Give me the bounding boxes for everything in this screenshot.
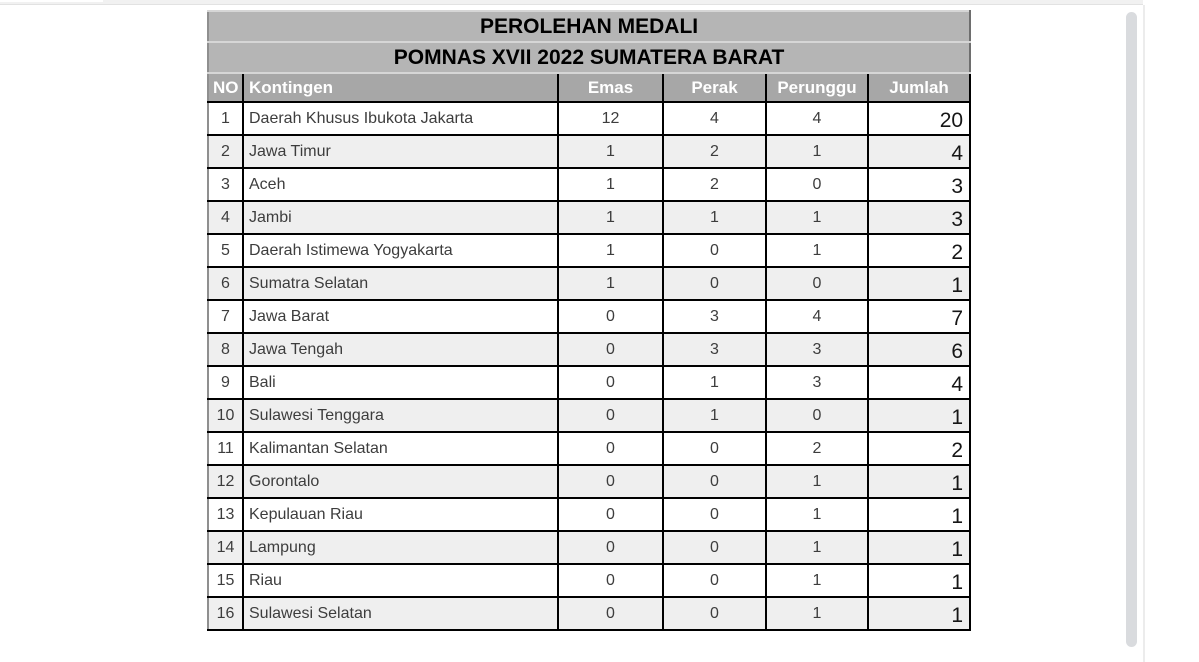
cell-perunggu: 4 <box>766 102 868 135</box>
cell-emas: 0 <box>558 597 663 630</box>
cell-kontingen: Jawa Barat <box>243 300 558 333</box>
viewport-edge-divider <box>1143 5 1145 662</box>
cell-perunggu: 0 <box>766 168 868 201</box>
cell-perunggu: 1 <box>766 201 868 234</box>
cell-kontingen: Daerah Istimewa Yogyakarta <box>243 234 558 267</box>
cell-emas: 1 <box>558 168 663 201</box>
table-row <box>208 201 970 234</box>
cell-kontingen: Aceh <box>243 168 558 201</box>
cell-perunggu: 1 <box>766 234 868 267</box>
cell-jumlah: 3 <box>868 201 970 234</box>
cell-kontingen: Sulawesi Selatan <box>243 597 558 630</box>
cell-perak: 0 <box>663 234 766 267</box>
cell-emas: 0 <box>558 432 663 465</box>
medal-page <box>207 10 971 631</box>
column-header-jumlah: Jumlah <box>868 73 970 102</box>
cell-no: 6 <box>208 267 243 300</box>
cell-emas: 1 <box>558 201 663 234</box>
cell-emas: 0 <box>558 531 663 564</box>
medal-table-body <box>208 102 970 630</box>
table-row <box>208 234 970 267</box>
cell-perunggu: 1 <box>766 465 868 498</box>
cell-emas: 0 <box>558 399 663 432</box>
cell-no: 10 <box>208 399 243 432</box>
table-row <box>208 168 970 201</box>
table-row <box>208 498 970 531</box>
cell-perak: 1 <box>663 399 766 432</box>
table-title-line1: PEROLEHAN MEDALI <box>208 11 970 42</box>
table-row <box>208 531 970 564</box>
table-row <box>208 597 970 630</box>
column-header-perunggu: Perunggu <box>766 73 868 102</box>
cell-kontingen: Jambi <box>243 201 558 234</box>
cell-emas: 0 <box>558 333 663 366</box>
cell-perak: 1 <box>663 201 766 234</box>
cell-perunggu: 3 <box>766 366 868 399</box>
cell-jumlah: 1 <box>868 564 970 597</box>
cell-perak: 0 <box>663 498 766 531</box>
cell-jumlah: 4 <box>868 135 970 168</box>
cell-no: 7 <box>208 300 243 333</box>
cell-perunggu: 4 <box>766 300 868 333</box>
cell-no: 8 <box>208 333 243 366</box>
cell-no: 12 <box>208 465 243 498</box>
cell-perak: 2 <box>663 135 766 168</box>
cell-jumlah: 1 <box>868 597 970 630</box>
table-row <box>208 333 970 366</box>
cell-kontingen: Sumatra Selatan <box>243 267 558 300</box>
cell-no: 13 <box>208 498 243 531</box>
cell-no: 16 <box>208 597 243 630</box>
cell-kontingen: Gorontalo <box>243 465 558 498</box>
cell-perak: 1 <box>663 366 766 399</box>
cell-jumlah: 6 <box>868 333 970 366</box>
table-row <box>208 135 970 168</box>
table-title-row-2 <box>208 42 970 73</box>
cell-no: 14 <box>208 531 243 564</box>
cell-perunggu: 1 <box>766 135 868 168</box>
cell-perunggu: 3 <box>766 333 868 366</box>
cell-emas: 1 <box>558 234 663 267</box>
cell-jumlah: 2 <box>868 432 970 465</box>
cell-emas: 0 <box>558 498 663 531</box>
cell-jumlah: 1 <box>868 267 970 300</box>
cell-no: 4 <box>208 201 243 234</box>
cell-no: 5 <box>208 234 243 267</box>
cell-kontingen: Lampung <box>243 531 558 564</box>
cell-perak: 4 <box>663 102 766 135</box>
table-row <box>208 300 970 333</box>
cell-perak: 3 <box>663 333 766 366</box>
table-title-row-1 <box>208 11 970 42</box>
cell-no: 1 <box>208 102 243 135</box>
cell-perunggu: 0 <box>766 399 868 432</box>
table-row <box>208 366 970 399</box>
cell-jumlah: 7 <box>868 300 970 333</box>
cell-jumlah: 4 <box>868 366 970 399</box>
column-header-kontingen: Kontingen <box>243 73 558 102</box>
column-header-no: NO <box>208 73 243 102</box>
cell-kontingen: Sulawesi Tenggara <box>243 399 558 432</box>
cell-perak: 0 <box>663 465 766 498</box>
cell-perak: 0 <box>663 432 766 465</box>
column-header-perak: Perak <box>663 73 766 102</box>
cell-no: 3 <box>208 168 243 201</box>
cell-perak: 2 <box>663 168 766 201</box>
column-header-row <box>208 73 970 102</box>
cell-perak: 3 <box>663 300 766 333</box>
browser-chrome-strip <box>0 2 1143 5</box>
cell-kontingen: Daerah Khusus Ibukota Jakarta <box>243 102 558 135</box>
cell-perak: 0 <box>663 267 766 300</box>
cell-jumlah: 1 <box>868 465 970 498</box>
cell-perunggu: 1 <box>766 531 868 564</box>
cell-jumlah: 20 <box>868 102 970 135</box>
cell-emas: 1 <box>558 267 663 300</box>
cell-jumlah: 3 <box>868 168 970 201</box>
table-row <box>208 399 970 432</box>
cell-perunggu: 2 <box>766 432 868 465</box>
cell-kontingen: Kalimantan Selatan <box>243 432 558 465</box>
cell-no: 2 <box>208 135 243 168</box>
cell-kontingen: Jawa Timur <box>243 135 558 168</box>
cell-kontingen: Bali <box>243 366 558 399</box>
cell-emas: 0 <box>558 564 663 597</box>
cell-no: 9 <box>208 366 243 399</box>
medal-table <box>207 10 971 631</box>
table-row <box>208 465 970 498</box>
cell-emas: 0 <box>558 366 663 399</box>
cell-perunggu: 0 <box>766 267 868 300</box>
cell-jumlah: 1 <box>868 498 970 531</box>
cell-kontingen: Kepulauan Riau <box>243 498 558 531</box>
table-row <box>208 102 970 135</box>
cell-emas: 12 <box>558 102 663 135</box>
cell-jumlah: 2 <box>868 234 970 267</box>
cell-emas: 0 <box>558 300 663 333</box>
cell-kontingen: Riau <box>243 564 558 597</box>
table-title-line2: POMNAS XVII 2022 SUMATERA BARAT <box>208 42 970 73</box>
cell-emas: 0 <box>558 465 663 498</box>
table-row <box>208 267 970 300</box>
cell-perunggu: 1 <box>766 597 868 630</box>
cell-no: 11 <box>208 432 243 465</box>
column-header-emas: Emas <box>558 73 663 102</box>
cell-jumlah: 1 <box>868 399 970 432</box>
cell-jumlah: 1 <box>868 531 970 564</box>
scrollbar-thumb[interactable] <box>1126 12 1137 647</box>
table-row <box>208 564 970 597</box>
cell-perunggu: 1 <box>766 564 868 597</box>
cell-no: 15 <box>208 564 243 597</box>
cell-emas: 1 <box>558 135 663 168</box>
cell-perak: 0 <box>663 564 766 597</box>
table-row <box>208 432 970 465</box>
cell-perak: 0 <box>663 597 766 630</box>
cell-kontingen: Jawa Tengah <box>243 333 558 366</box>
cell-perak: 0 <box>663 531 766 564</box>
cell-perunggu: 1 <box>766 498 868 531</box>
